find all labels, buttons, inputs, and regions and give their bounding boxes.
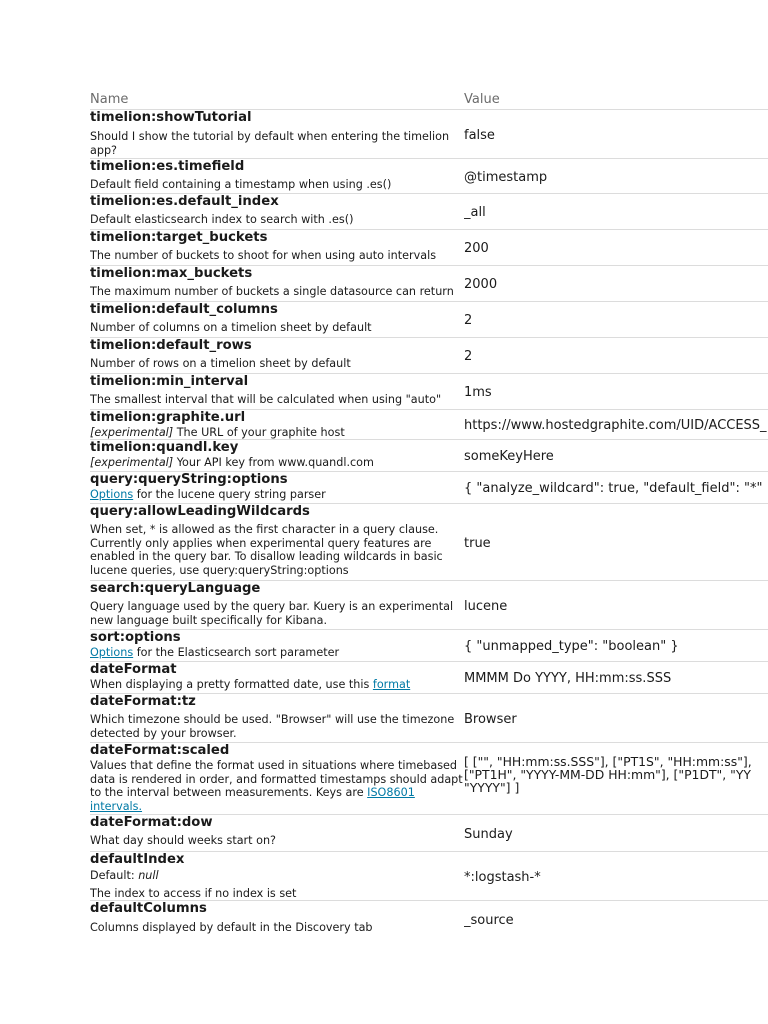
setting-value[interactable]: _source: [464, 912, 514, 928]
table-row: [90, 743, 768, 815]
column-header-name: Name: [90, 92, 129, 107]
table-row: [90, 410, 768, 440]
setting-key: timelion:default_rows: [90, 338, 252, 353]
setting-value[interactable]: someKeyHere: [464, 449, 554, 464]
default-label: Default:: [90, 869, 139, 882]
setting-description: Should I show the tutorial by default when entering the timelion app?: [90, 130, 450, 157]
setting-key: dateFormat:tz: [90, 694, 196, 709]
table-row: [90, 440, 768, 472]
format-link[interactable]: format: [372, 678, 411, 691]
setting-key: timelion:graphite.url: [90, 410, 246, 425]
description-text: Values that define the format used in situations where timebased data is rendered in order, and formatted timestamps should adapt to the interval between measurements. Keys are: [90, 759, 463, 800]
setting-description: Default elasticsearch index to search with .es(): [90, 213, 354, 226]
setting-key: query:allowLeadingWildcards: [90, 504, 310, 519]
table-row: [90, 302, 768, 338]
setting-value[interactable]: _all: [464, 205, 486, 220]
setting-key: dateFormat: [90, 662, 177, 677]
setting-description: The smallest interval that will be calculated when using "auto": [90, 393, 442, 406]
setting-value[interactable]: 200: [464, 241, 489, 256]
description-text: for the lucene query string parser: [133, 488, 326, 501]
setting-value[interactable]: https://www.hostedgraphite.com/UID/ACCESS_: [464, 418, 767, 433]
setting-value[interactable]: lucene: [464, 598, 508, 614]
setting-key: defaultIndex: [90, 852, 185, 867]
setting-key: timelion:quandl.key: [90, 440, 239, 455]
options-link[interactable]: Options: [90, 488, 134, 501]
setting-description: The number of buckets to shoot for when using auto intervals: [90, 249, 437, 262]
setting-description: [90, 488, 464, 502]
setting-description: Number of rows on a timelion sheet by default: [90, 357, 351, 370]
setting-description: The maximum number of buckets a single datasource can return: [90, 285, 454, 298]
setting-value[interactable]: 2: [464, 349, 473, 364]
setting-description: [90, 426, 464, 439]
setting-key: timelion:target_buckets: [90, 230, 268, 245]
setting-value[interactable]: true: [464, 535, 491, 551]
default-value: [90, 869, 464, 883]
iso8601-link[interactable]: ISO8601 intervals.: [90, 786, 415, 813]
setting-key: defaultColumns: [90, 901, 207, 916]
setting-key: sort:options: [90, 630, 181, 645]
setting-key: search:queryLanguage: [90, 581, 261, 596]
description-text: The URL of your graphite host: [173, 426, 345, 439]
setting-description: Query language used by the query bar. Kuery is an experimental new language built specifically for Kibana.: [90, 600, 454, 627]
description-text: Your API key from www.quandl.com: [173, 456, 374, 469]
setting-value[interactable]: { "analyze_wildcard": true, "default_field": "*": [464, 481, 763, 496]
setting-key: query:queryString:options: [90, 472, 288, 487]
setting-key: dateFormat:dow: [90, 815, 213, 830]
experimental-tag: [experimental]: [90, 456, 174, 469]
setting-description: [90, 759, 464, 813]
table-row: [90, 630, 768, 662]
setting-description: Which timezone should be used. "Browser" will use the timezone detected by your browser.: [90, 713, 455, 740]
table-row: [90, 901, 768, 937]
table-row: [90, 230, 768, 266]
setting-description: Columns displayed by default in the Discovery tab: [90, 921, 373, 934]
setting-description: The index to access if no index is set: [90, 887, 297, 900]
table-row: [90, 159, 768, 194]
setting-description: Default field containing a timestamp when using .es(): [90, 178, 392, 191]
setting-key: timelion:showTutorial: [90, 110, 252, 125]
setting-value[interactable]: 1ms: [464, 385, 492, 400]
setting-key: timelion:max_buckets: [90, 266, 253, 281]
setting-description: [90, 646, 464, 660]
setting-value[interactable]: { "unmapped_type": "boolean" }: [464, 639, 679, 654]
setting-key: timelion:es.timefield: [90, 159, 245, 174]
setting-description: When set, * is allowed as the first character in a query clause. Currently only applies when experimental query features are enabled in the query bar. To disallow leading wildcards in basic lucene queries, use query:queryString:options: [90, 523, 443, 577]
table-row: [90, 504, 768, 581]
setting-value[interactable]: 2000: [464, 277, 498, 292]
setting-description: [90, 678, 464, 692]
table-header: [90, 92, 768, 110]
experimental-tag: [experimental]: [90, 426, 174, 439]
column-header-value: Value: [464, 92, 500, 107]
setting-description: [90, 456, 464, 470]
setting-value[interactable]: @timestamp: [464, 169, 548, 185]
setting-key: timelion:min_interval: [90, 374, 249, 389]
table-row: [90, 194, 768, 230]
setting-value[interactable]: Sunday: [464, 826, 513, 842]
setting-value[interactable]: Browser: [464, 711, 517, 727]
description-text: When displaying a pretty formatted date, use this: [90, 678, 373, 691]
table-row: [90, 852, 768, 901]
setting-value[interactable]: *:logstash-*: [464, 869, 541, 885]
table-row: [90, 694, 768, 743]
options-link[interactable]: Options: [90, 646, 134, 659]
table-row: [90, 338, 768, 374]
setting-description: What day should weeks start on?: [90, 834, 276, 847]
table-row: [90, 472, 768, 504]
setting-key: dateFormat:scaled: [90, 743, 230, 758]
table-row: [90, 662, 768, 694]
advanced-settings-table: [90, 92, 768, 937]
default-null: null: [138, 869, 159, 882]
table-row: [90, 374, 768, 410]
setting-value[interactable]: MMMM Do YYYY, HH:mm:ss.SSS: [464, 671, 672, 686]
setting-description: Number of columns on a timelion sheet by default: [90, 321, 372, 334]
table-row: [90, 266, 768, 302]
setting-key: timelion:default_columns: [90, 302, 278, 317]
setting-key: timelion:es.default_index: [90, 194, 279, 209]
setting-value[interactable]: [ ["", "HH:mm:ss.SSS"], ["PT1S", "HH:mm:ss"], ["PT1H", "YYYY-MM-DD HH:mm"], ["P1DT", "YY "YYYY"] ]: [464, 754, 752, 795]
table-row: [90, 581, 768, 630]
table-row: [90, 110, 768, 159]
table-row: [90, 815, 768, 852]
setting-value[interactable]: 2: [464, 313, 473, 328]
description-text: for the Elasticsearch sort parameter: [133, 646, 340, 659]
setting-value[interactable]: false: [464, 127, 495, 143]
